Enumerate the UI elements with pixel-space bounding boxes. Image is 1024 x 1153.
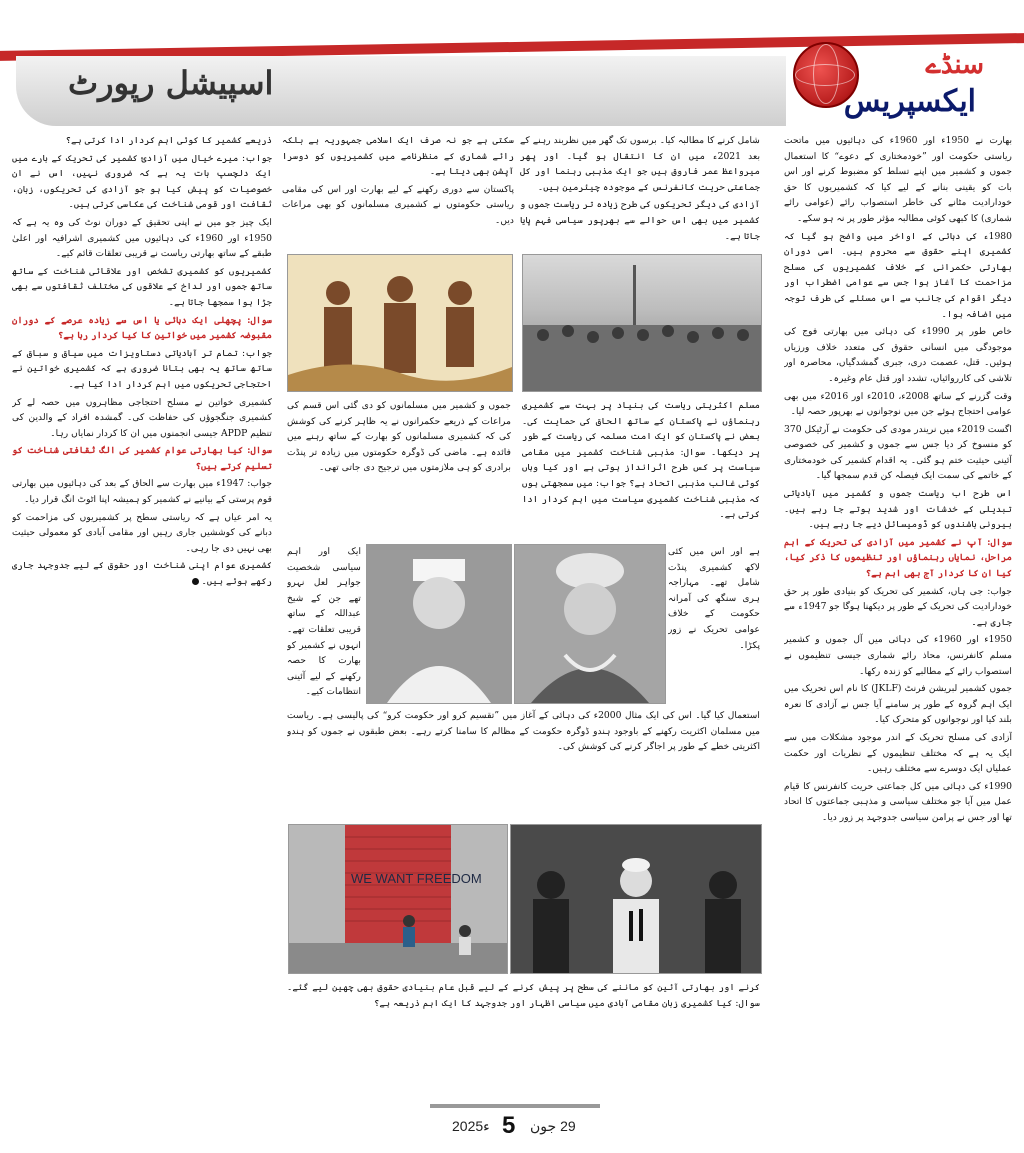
- question: سوال: پچھلی ایک دہائی یا اس سے زیادہ عرصے کے دوران مقبوضہ کشمیر میں خواتین کا کیا کردار رہا ہے؟: [12, 314, 272, 342]
- answer: جواب: میرے خیال میں آزادیٔ کشمیر کی تحریک کے بارے میں ایک دلچسپ بات یہ ہے کہ ضروری نہیں، اس نے ان خصوصیات کو پیش کیا ہو جو آزادی کی تحریکوں، زبان، ثقافت اور قومی شناخت کی عکاسی کرتی ہیں۔: [12, 152, 272, 211]
- paragraph: 1990ء کی دہائی میں کل جماعتی حریت کانفرنس کا قیام عمل میں آیا جو مختلف سیاسی و مذہبی جماعتوں کا اتحاد تھا اور جس نے پرامن سیاسی جدوجہد پر زور دیا۔: [784, 780, 1012, 823]
- answer: جواب: جی ہاں، کشمیر کی تحریک کو بنیادی طور پر حق خودارادیت کی تحریک کے طور پر دیکھنا ہوگا جو 1947ء سے جاری ہے۔: [784, 585, 1012, 628]
- page-number: 5: [502, 1112, 516, 1139]
- answer: جواب: 1947ء میں بھارت سے الحاق کے بعد کی دہائیوں میں بھارتی قوم پرستی کے بیانیے نے کشمیر کو ہمیشہ اپنا اٹوٹ انگ قرار دیا۔: [12, 478, 272, 506]
- article-column-1: [784, 133, 1012, 1078]
- photo-painting-historic: [287, 254, 513, 392]
- article-block-lower: [287, 708, 760, 818]
- paragraph: جموں و کشمیر میں مسلمانوں کو دی گئی اس قسم کی مراعات کے ذریعے حکمرانوں نے یہ ظاہر کرنے کی کوشش کی کہ کشمیری مسلمانوں کو بھارت کے ساتھ رہنے میں فائدہ ہے۔ ماضی کی ڈوگرہ حکومتوں میں زیادہ تر پنڈت برادری کو ہی ملازمتوں میں ترجیح دی جاتی تھی۔: [287, 400, 511, 474]
- paragraph: آزادی کی دیگر تحریکوں کی طرح زیادہ تر ریاست جموں و کشمیر میں بھی اس حوالے سے بھرپور سیاسی فہم پایا جاتا ہے۔: [520, 199, 760, 242]
- paragraph: [12, 558, 272, 589]
- paragraph: ایک اور اہم سیاسی شخصیت جواہر لعل نہرو تھے جن کے شیخ عبداللہ کے ساتھ قریبی تعلقات تھے۔ انہوں نے کشمیر کو بھارت کا حصہ رکھنے کے لیے آئینی انتظامات کیے۔: [287, 546, 361, 698]
- answer: جواب: تمام تر آبادیاتی دستاویزات میں سیاق و سباق کے ساتھ ساتھ یہ بھی بتانا ضروری ہے کہ کشمیری خواتین نے احتجاجی تحریکوں میں اہم کردار ادا کیا ہے۔: [12, 347, 272, 390]
- article-block-mid-left: [287, 398, 511, 538]
- footer-date: 29 جون: [530, 1118, 576, 1134]
- paragraph: 1980ء کی دہائی کے اواخر میں واضح ہو گیا کہ کشمیری اپنے حقوق سے محروم ہیں۔ اسی دوران بھارتی حکمرانی کے خلاف کشمیریوں کی مسلح مزاحمت کا آغاز ہوا جس سے عوامی اضطراب اور دیگر اقوام کی جانب سے اس مسئلے کی طرف توجہ میں اضافہ ہوا۔: [784, 230, 1012, 320]
- portrait-illustration: [515, 545, 665, 703]
- question: سوال: کیا بھارتی عوام کشمیر کی الگ ثقافتی شناخت کو تسلیم کرتے ہیں؟: [12, 445, 272, 472]
- paragraph: جموں کشمیر لبریشن فرنٹ (JKLF) کا نام اس تحریک میں ایک اہم گروہ کے طور پر سامنے آیا جس نے آزادی کا نعرہ بلند کیا اور نوجوانوں کو متحرک کیا۔: [784, 683, 1012, 726]
- page-footer: [0, 1112, 1024, 1148]
- photo-graffiti-shutter: [288, 824, 508, 974]
- crowd-illustration: [523, 255, 761, 391]
- paragraph: یہ امر عیاں ہے کہ ریاستی سطح پر کشمیریوں کی مزاحمت کو دبانے کی کوششیں جاری رہیں اور مقامی آبادی کو معمولی حیثیت بھی نہیں دی جا رہی۔: [12, 511, 272, 554]
- footer-year: 2025ء: [452, 1118, 490, 1134]
- section-title: اسپیشل رپورٹ: [68, 64, 274, 102]
- paragraph: آزادی کی مسلح تحریک کے اندر موجود مشکلات میں سے ایک یہ ہے کہ مختلف تنظیموں کے نظریات اور حکمت عملیاں ایک دوسرے سے مختلف رہیں۔: [784, 731, 1012, 775]
- brand-line-express: ایکسپریس: [843, 84, 976, 119]
- photo-crowd-gathering: [522, 254, 762, 392]
- end-mark-icon: [192, 578, 199, 585]
- article-column-3-top: [282, 133, 514, 253]
- painting-illustration: [288, 255, 512, 391]
- paragraph: اس طرح اب ریاست جموں و کشمیر میں آبادیاتی تبدیلی کے خدشات اور شدید ہوتے جا رہے ہیں۔ بیرونی باشندوں کو ڈومیسائل دیے جا رہے ہیں۔: [784, 488, 1012, 531]
- graffiti-text: WE WANT FREEDOM: [351, 871, 482, 886]
- paragraph: ہے اور اس میں کئی لاکھ کشمیری پنڈت شامل تھے۔ مہاراجہ ہری سنگھ کی آمرانہ حکومت کے خلاف عوامی تحریک نے زور پکڑا۔: [668, 546, 760, 651]
- question: سوال: آپ نے کشمیر میں آزادی کی تحریک کے اہم مراحل، نمایاں رہنماؤں اور تنظیموں کا ذکر کیا، کیا ان کا کردار آج بھی اہم ہے؟: [784, 536, 1012, 580]
- photo-portrait-maharaja: [514, 544, 666, 704]
- paragraph: استعمال کیا گیا۔ اس کی ایک مثال 2000ء کی دہائی کے آغاز میں ”تقسیم کرو اور حکومت کرو“ کی پالیسی ہے۔ ریاست میں مسلمان اکثریت رکھنے کے باوجود ہندو ڈوگرہ حکومت کے مظالم کا سامنا کرتے رہے۔ بعض طبقوں نے جموں کو ہندو اکثریتی خطے کے طور پر اجاگر کرنے کی کوشش کی۔: [287, 710, 760, 753]
- article-block-bottom: [287, 980, 760, 1078]
- closing-text: کشمیری عوام اپنی شناخت اور حقوق کے لیے جدوجہد جاری رکھے ہوئے ہیں۔: [12, 560, 272, 588]
- photo-portrait-leader-1: [366, 544, 512, 704]
- photo-press-conference: [510, 824, 762, 974]
- article-block-beside-portrait-left: [287, 544, 361, 702]
- paragraph: وقت گزرنے کے ساتھ 2008ء، 2010ء اور 2016ء میں بھی عوامی احتجاج ہوئے جن میں نوجوانوں نے بھرپور حصہ لیا۔: [784, 390, 1012, 418]
- portrait-illustration: [367, 545, 511, 703]
- article-column-4: [12, 133, 272, 1078]
- paragraph: مسلم اکثریتی ریاست کی بنیاد پر بہت سے کشمیری رہنماؤں نے پاکستان کے ساتھ الحاق کی حمایت کی۔ بعض نے پاکستان کو ایک امت مسلمہ کی ریاست کے طور پر دیکھا۔ سوال: مذہبی شناخت کشمیر میں مقامی سیاست پر کس طرح اثرانداز ہوتی ہے اور کیا وہاں کوئی غالب مذہبی اتحاد ہے؟ جواب: میں سمجھتی ہوں کہ مذہبی شناخت کشمیری سیاست میں اہم کردار ادا کرتی ہے۔: [522, 400, 760, 521]
- footer-rule: [430, 1104, 600, 1108]
- brand-logo: [784, 44, 984, 120]
- article-column-2-top: [520, 133, 760, 253]
- paragraph: پاکستان سے دوری رکھنے کے لیے بھارت اور اس کی مقامی ریاستی حکومتوں نے کشمیری مسلمانوں کو بھی مراعات دیں۔: [282, 183, 514, 226]
- paragraph: خاص طور پر 1990ء کی دہائی میں بھارتی فوج کی موجودگی میں انسانی حقوق کی متعدد خلاف ورزیاں ہوئیں۔ قتل، عصمت دری، جبری گمشدگیاں، محاصرہ اور تلاشی کی کارروائیاں، تشدد اور قتل عام وغیرہ۔: [784, 326, 1012, 384]
- paragraph: بھارت نے 1950ء اور 1960ء کی دہائیوں میں ماتحت ریاستی حکومت اور ”خودمختاری کے دعوے“ کا استعمال جموں و کشمیر میں اپنے تسلط کو مضبوط کرنے اور اس بات کو یقینی بنانے کے لیے کیا کہ کشمیریوں کا حق خودارادیت مٹانے کی خاطر استصواب رائے (عوامی رائے شماری) کا کبھی کوئی مطالبہ مؤثر طور پر نہ ہو سکے۔: [784, 135, 1012, 224]
- paragraph: ذریعے کشمیر کا کوئی اہم کردار ادا کرتی ہے؟: [65, 135, 272, 146]
- press-illustration: [511, 825, 761, 973]
- paragraph: 1950ء اور 1960ء کی دہائی میں آل جموں و کشمیر مسلم کانفرنس، محاذ رائے شماری جیسی تنظیموں نے استصواب رائے کے مطالبے کو زندہ رکھا۔: [784, 634, 1012, 677]
- article-block-mid-right: [522, 398, 760, 538]
- paragraph: کرنے اور بھارتی آئین کو ماننے کی سطح پر پیش کرنے کے لیے قبل عام بنیادی حقوق بھی چھین لیے گئے۔ سوال: کیا کشمیری زبان مقامی آبادی میں سیاسی اظہار اور جدوجہد کا ایک اہم ذریعہ ہے؟: [287, 982, 760, 1009]
- paragraph: شامل کرنے کا مطالبہ کیا۔ برسوں تک گھر میں نظربند رہنے کے بعد 2021ء میں ان کا انتقال ہو گیا۔ اور پھر میرواعظ عمر فاروق ہیں جو ایک مذہبی رہنما اور کل جماعتی حریت کانفرنس کے موجودہ چیئرمین ہیں۔: [520, 135, 760, 193]
- paragraph: کشمیری خواتین نے مسلح احتجاجی مظاہروں میں حصہ لے کر کشمیری جنگجوؤں کی حفاظت کی۔ گمشدہ افراد کے والدین کی تنظیم APDP جیسی انجمنوں میں ان کا کردار نمایاں رہا۔: [12, 396, 272, 439]
- brand-line-sunday: سنڈے: [925, 50, 984, 80]
- paragraph: سکتی ہے جو نہ صرف ایک اسلامی جمہوریہ ہے بلکہ رائے شماری کے منظرنامے میں کشمیریوں کو دوسرا آپشن بھی دیتا ہے۔: [282, 135, 514, 178]
- paragraph: اگست 2019ء میں نریندر مودی کی حکومت نے آرٹیکل 370 کو منسوخ کر دیا جس سے جموں و کشمیر کی خصوصی آئینی حیثیت ختم ہو گئی۔ یہ اقدام کشمیر کی خودمختاری کے خاتمے کی سمت ایک فیصلہ کن قدم سمجھا گیا۔: [784, 423, 1012, 482]
- paragraph: ایک چیز جو میں نے اپنی تحقیق کے دوران نوٹ کی وہ یہ ہے کہ 1950ء اور 1960ء کی دہائیوں میں کشمیری اشرافیہ اور اعلیٰ طبقے کے ساتھ بھارتی ریاست نے قریبی تعلقات قائم کیے۔: [12, 216, 272, 260]
- paragraph: کشمیریوں کو کشمیری تشخص اور علاقائی شناخت کے ساتھ ساتھ جموں اور لداخ کے علاقوں کی مختلف ثقافتوں سے بھی جڑا ہوا سمجھا جاتا ہے۔: [12, 265, 272, 308]
- masthead: [0, 0, 1024, 138]
- article-block-beside-portrait-right: [668, 544, 760, 702]
- shutter-illustration: [289, 825, 507, 973]
